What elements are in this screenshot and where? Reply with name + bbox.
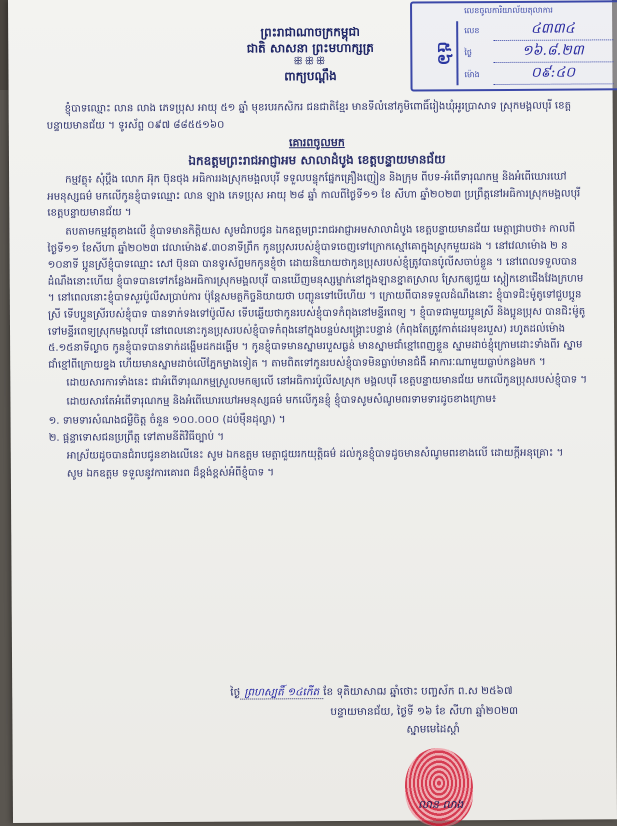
demands-intro: ដោយសារតែអំពើទារុណកម្ម និងអំពើឃោរឃៅអមនុស្សធម៌ មកលើកូនខ្ញុំ ខ្ញុំបាទសូមសំណូមពរទាមទារដូចខាងក្រោម៖ bbox=[66, 393, 497, 408]
stamp-row-date bbox=[464, 40, 613, 63]
kingdom-title: ព្រះរាជាណាចក្រកម្ពុជា bbox=[260, 24, 360, 40]
demand-item-2: ២. ផ្តន្ទាទោសជនប្រព្រឹត្ត ទៅតាមនីតិវិធីច្បាប់ ។ bbox=[48, 431, 225, 444]
national-motto: ជាតិ សាសនា ព្រះមហាក្សត្រ bbox=[246, 40, 374, 56]
document-body bbox=[47, 98, 589, 485]
solar-date: បន្ទាយមានជ័យ, ថ្ងៃទី ១៦ ខែ សីហា ឆ្នាំ២០២៣ bbox=[330, 704, 519, 719]
stamp-date-value: ១៦.៨.២៣ bbox=[493, 40, 613, 63]
stamp-time-label: ម៉ោង bbox=[464, 70, 480, 80]
subject-paragraph: កម្មវត្ថុ៖ សុំប្តឹង លោក អ៊ុក ប៊ុនថុង អធិការរងស្រុកមង្គលបុរី ទទួលបន្ទុកផ្នែកគ្រឿងញៀន និងក្រុម ពីបទ-អំពើទារុណកម្ម និងអំពើឃោរឃៅអមនុស្សធម៌ មកលើកូនខ្ញុំបាទឈ្មោះ លាន ឡាង ភេទប្រុស អាយុ ២៨ ឆ្នាំ កាលពីថ្ងៃទី១១ ខែ សីហា ឆ្នាំ២០២៣ ប្រព្រឹត្តនៅអធិការស្រុកមង្គលបុរី ខេត្តបន្ទាយមានជ័យ ។ bbox=[47, 171, 581, 220]
red-thumbprint bbox=[405, 748, 473, 826]
lunar-date-suffix: ខែ ទុតិយាសាឍ ឆ្នាំថោះ បញ្ចស័ក ព.ស ២៥៦៧ bbox=[323, 684, 513, 699]
stamp-row-time bbox=[464, 62, 613, 85]
lunar-date-handwritten: ព្រហស្បតិ៍ ១៤កើត bbox=[240, 686, 323, 700]
stamp-big-number: ៥៦ bbox=[416, 21, 458, 85]
complaint-document bbox=[8, 0, 617, 823]
lunar-date bbox=[230, 685, 512, 702]
thumbprint-label: ស្នាមមេដៃស្តាំ bbox=[406, 723, 460, 736]
stamp-date-label: ថ្ងៃ bbox=[464, 48, 472, 58]
document-type: ពាក្យបណ្តឹង bbox=[284, 68, 337, 84]
addressee: ឯកឧត្តមព្រះរាជអាជ្ញាអម សាលាដំបូង ខេត្តបន្ទាយមានជ័យ bbox=[188, 152, 446, 169]
stamp-number-value: ៤៣៣៤ bbox=[493, 18, 613, 41]
ornament-divider: ꕥꕥꕥ bbox=[293, 56, 328, 68]
request-paragraph: អាស្រ័យដូចបានជំរាបជូនខាងលើនេះ សូម ឯកឧត្តម មេត្តាជួយរកយុត្តិធម៌ ដល់កូនខ្ញុំបាទដូចមានសំណូមពរខាងលើ ដោយក្តីអនុគ្រោះ ។ bbox=[66, 447, 564, 462]
stamp-heading: លេខចូលការិយាល័យតុលាការ bbox=[464, 5, 553, 16]
document-footer bbox=[12, 684, 616, 736]
stamp-time-value: ០៩:៤០ bbox=[493, 62, 613, 85]
closing-paragraph: សូម ឯកឧត្តម ទទួលនូវការគោរព ដ៏ខ្ពង់ខ្ពស់អំពីខ្ញុំបាទ ។ bbox=[66, 467, 275, 480]
reason-paragraph: ដោយសារការទាំងនេះ ជាអំពើទារុណកម្មស្រួលមកឲ្យលើ នៅអធិការប៉ូលីសស្រុក មង្គលបុរី ខេត្តបន្ទាយមានជ័យ មកលើកូនប្រុសរបស់ខ្ញុំបាទ ។ bbox=[66, 374, 588, 389]
lunar-date-prefix: ថ្ងៃ bbox=[230, 686, 241, 699]
signature-name: លាន លាង bbox=[418, 798, 464, 811]
complainant-paragraph: ខ្ញុំបាទឈ្មោះ លាន លាង ភេទប្រុស អាយុ ៥១ ឆ្នាំ មុខរបរកសិករ ជនជាតិខ្មែរ មានទីលំនៅភូមិពោធិ៍រៀងឃុំអូរប្រាសាទ ស្រុកមង្គលបុរី ខេត្តបន្ទាយមានជ័យ ។ ទូរស័ព្ទ ០៩៧ ៨៨៥៥១៦០ bbox=[46, 100, 572, 132]
salutation: គោរពចូលមក bbox=[288, 136, 345, 150]
court-receipt-stamp bbox=[410, 0, 617, 91]
stamp-row-number bbox=[464, 18, 613, 41]
demand-item-1: ១. ទាមទារសំណងជម្ងឺចិត្ត ចំនួន ១០០.០០០ (ដប់ម៉ឺនដុល្លា) ។ bbox=[48, 413, 286, 427]
facts-paragraph: តបតាមកម្មវត្ថុខាងលើ ខ្ញុំបាទមានកិត្តិយស សូមជំរាបជូន ឯកឧត្តមព្រះរាជអាជ្ញាអមសាលាដំបូង ខេត្តបន្ទាយមានជ័យ មេត្តាជ្រាបថា៖ កាលពីថ្ងៃទី១១ ខែសីហា ឆ្នាំ២០២៣ វេលាម៉ោង៩.៣០នាទីព្រឹក កូនប្រុសរបស់ខ្ញុំបាទចេញទៅក្រោកស្មៅគោក្នុងស្រុកមួយដង ។ នៅវេលាម៉ោង ២ ន ១០នាទី ប្អូនស្រីខ្ញុំបាទឈ្មោះ សៅ ប៊ុនធា បានទូរស័ព្ទមកកូនខ្ញុំថា ដោយនិយាយថាកូនប្រុសរបស់ខ្ញុំត្រូវបានប៉ូលីសចាប់ខ្លួន ។ នៅពេលទទួលបានដំណឹងនោះហើយ ខ្ញុំបាទបានទៅកន្លែងអធិការស្រុកមង្គលបុរី បានឃើញមនុស្សម្នាក់នៅក្នុងឡានខ្នាតស្រាល ស្រែកឲ្យជួយ ស្តៀកខោជើងវែងក្រហម ។ នៅពេលនោះខ្ញុំបាទសួរប៉ូលីសប្រាប់ការ ប៉ុន្តែសមត្ថកិច្ចនិយាយថា បញ្ជូនទៅបើហើយ ។ ក្រោយពីបានទទួលដំណឹងនោះ ខ្ញុំបាទជិះម៉ូតូទៅជួបប្អូនស្រី ទើបប្អូនស្រីរបស់ខ្ញុំបាទ បានទាក់ទងទៅប៉ូលីស ទើបឆ្លើយថាកូនរបស់ខ្ញុំបាទកំពុងនៅមន្ទីរពេទ្យ ។ ខ្ញុំបាទជាមួយប្អូនស្រី និងប្អូនប្រុស បានជិះម៉ូតូទៅមន្ទីរពេទ្យស្រុកមង្គលបុរី នៅពេលនោះកូនប្រុសរបស់ខ្ញុំបាទកំពុងនៅក្នុងបន្ទប់សង្គ្រោះបន្ទាន់ (កំពុងតែត្រូវកាត់ដេរមុខរបួស) រហូតដល់ម៉ោង ៥.១៥នាទីល្ងាច កូនខ្ញុំបាទបានទាក់ដង្ហើមដកដង្ហើម ។ កូនខ្ញុំបាទមានស្នាមរបួសធ្ងន់ មានស្នាមជាំខ្មៅពេញខ្លួន ស្នាមដាច់ខ្ញុំក្រោមដោះទាំងពីរ ស្នាមជាំខ្មៅពីក្រោយខ្នង ហើយមានស្នាមដាច់លើភ្នែកម្ខាងទៀត ។ តាមពិតទៅកូនរបស់ខ្ញុំបាទមិនធ្លាប់មានជំងឺ អាការៈណាមួយធ្លាប់កន្លងមក ។ bbox=[47, 223, 586, 371]
stamp-number-label: លេខ bbox=[464, 26, 480, 36]
